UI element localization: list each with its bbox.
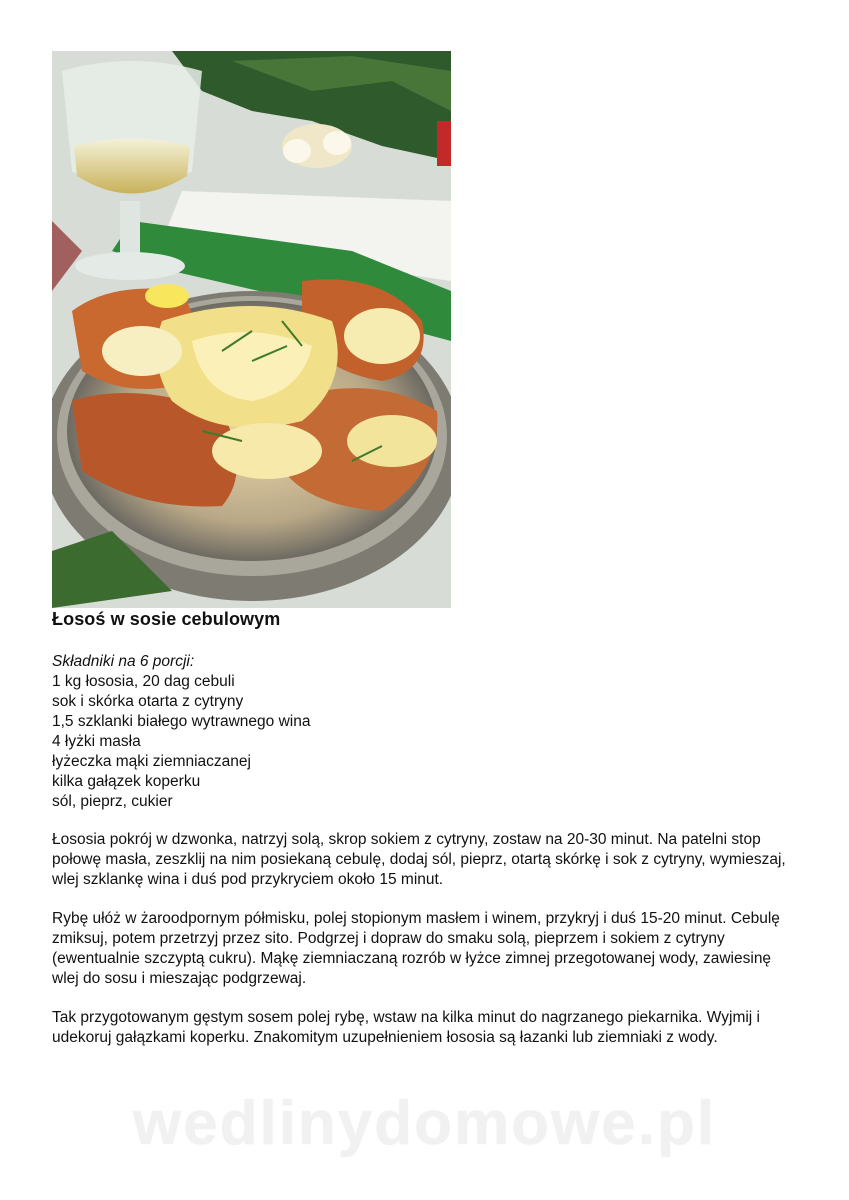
instruction-paragraph: Rybę ułóż w żaroodpornym półmisku, polej stopionym masłem i winem, przykryj i duś 15-20 minut. Cebulę zmiksuj, potem przetrzyj przez sito. Podgrzej i dopraw do smaku solą, pieprzem i sokiem z cytryny (ewentualnie szczyptą cukru). Mąkę ziemniaczaną rozrób w łyżce zimnej przegotowanej wody, zawiesinę wlej do sosu i mieszając podgrzewaj. <box>52 910 780 987</box>
ingredient-item: sok i skórka otarta z cytryny <box>52 693 244 710</box>
ingredient-item: łyżeczka mąki ziemniaczanej <box>52 753 251 770</box>
instruction-paragraph: Łososia pokrój w dzwonka, natrzyj solą, skrop sokiem z cytryny, zostaw na 20-30 minut. Na patelni stop połowę masła, zeszklij na nim posiekaną cebulę, dodaj sól, pieprz, otartą skórkę i sok z cytryny, wymieszaj, wlej szklankę wina i duś pod przykryciem około 15 minut. <box>52 831 786 888</box>
ingredient-item: sól, pieprz, cukier <box>52 793 173 810</box>
ingredients-heading: Składniki na 6 porcji: <box>52 653 195 670</box>
ingredient-item: kilka gałązek koperku <box>52 773 201 790</box>
instruction-paragraph: Tak przygotowanym gęstym sosem polej rybę, wstaw na kilka minut do nagrzanego piekarnika. Wyjmij i udekoruj gałązkami koperku. Znakomitym uzupełnieniem łososia są łazanki lub ziemniaki z wody. <box>52 1009 760 1046</box>
ingredient-item: 1 kg łososia, 20 dag cebuli <box>52 673 235 690</box>
watermark: wedlinydomowe.pl <box>132 1089 717 1158</box>
ingredients-list <box>52 652 310 812</box>
ingredient-item: 4 łyżki masła <box>52 733 141 750</box>
ingredient-item: 1,5 szklanki białego wytrawnego wina <box>52 713 311 730</box>
recipe-title: Łosoś w sosie cebulowym <box>52 609 281 629</box>
salmon-dish-photo <box>52 51 451 608</box>
